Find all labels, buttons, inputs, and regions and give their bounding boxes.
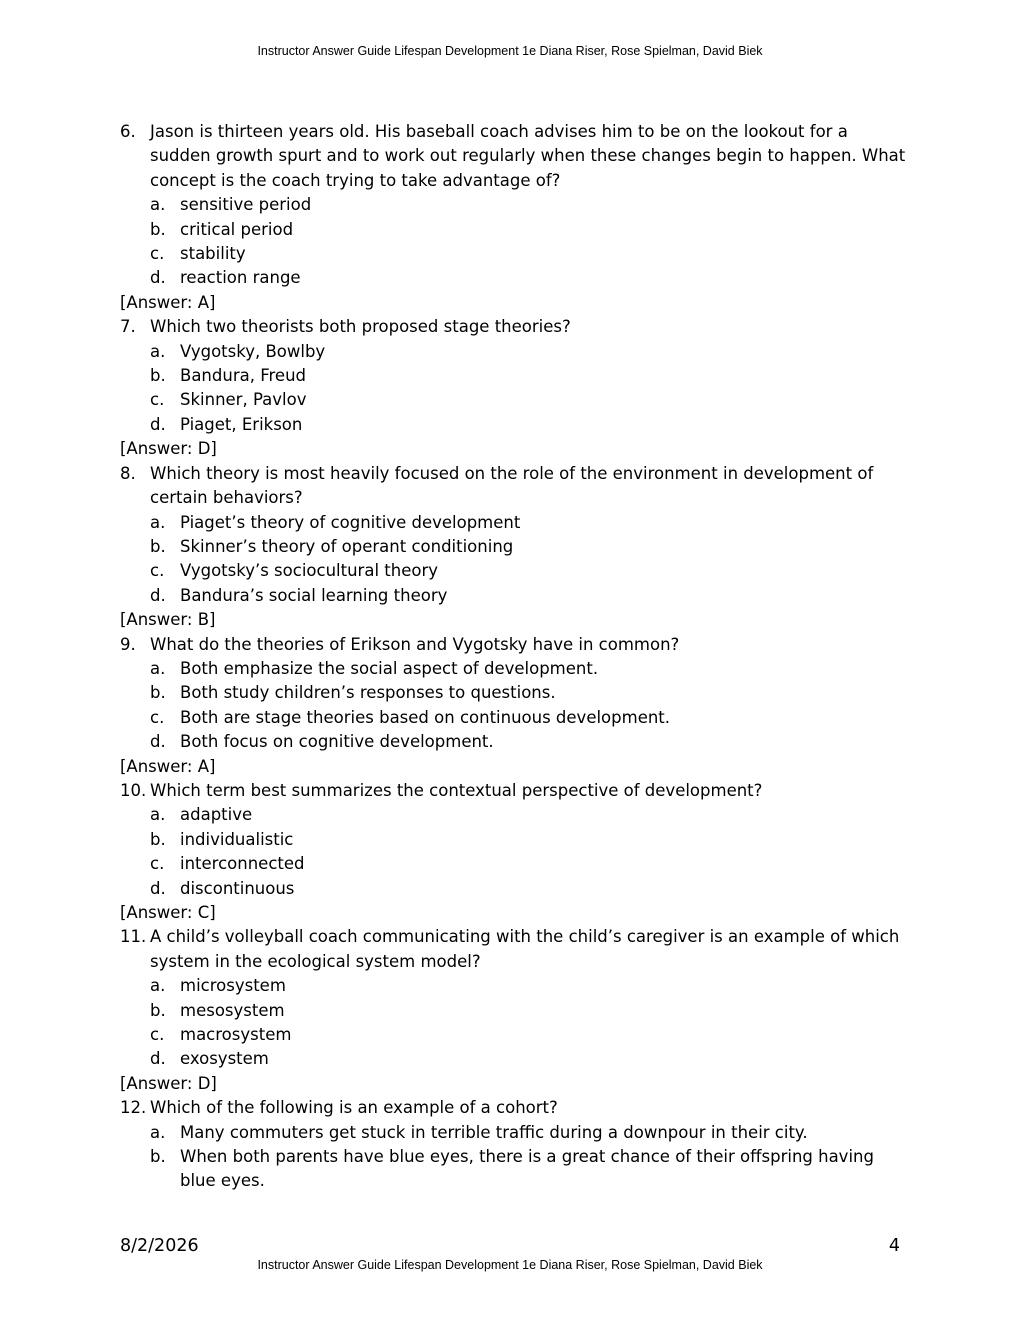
option-letter: c. [150, 244, 165, 264]
option-item [120, 511, 910, 535]
answer-key: [Answer: D] [120, 439, 217, 459]
option-text: interconnected [180, 854, 305, 874]
question [120, 779, 910, 803]
option-letter: d. [150, 414, 166, 434]
option-item [120, 584, 910, 608]
question-number: 6. [120, 122, 136, 141]
question-number: 10. [120, 780, 147, 800]
option-item [120, 877, 910, 901]
option-letter: d. [150, 732, 166, 752]
answer-key: [Answer: D] [120, 1073, 217, 1093]
question-block [120, 633, 910, 779]
option-text: microsystem [180, 976, 286, 996]
option-item [120, 730, 910, 754]
question-text: Which term best summarizes the contextual perspective of development? [150, 780, 763, 800]
question-list [120, 120, 910, 1194]
option-item [120, 681, 910, 705]
answer-key: [Answer: C] [120, 903, 216, 922]
question-block [120, 120, 910, 315]
option-list [120, 1121, 910, 1194]
option-letter: d. [150, 878, 166, 898]
option-letter: b. [150, 219, 166, 239]
answer-key: [Answer: B] [120, 610, 216, 630]
question-text: A child’s volleyball coach communicating with the child’s caregiver is an example of which system in the ecological system model? [150, 927, 900, 971]
option-letter: a. [150, 195, 166, 215]
option-text: sensitive period [180, 195, 312, 215]
question [120, 315, 910, 339]
footer-date: 8/2/2026 [120, 1236, 199, 1256]
option-text: critical period [180, 219, 294, 239]
question [120, 925, 910, 974]
option-text: Vygotsky, Bowlby [180, 341, 326, 361]
question-block [120, 925, 910, 1096]
question [120, 462, 910, 511]
option-item [120, 999, 910, 1023]
option-item [120, 193, 910, 217]
option-text: exosystem [180, 1049, 269, 1069]
option-letter: b. [150, 536, 166, 556]
answer-key: [Answer: A] [120, 756, 216, 776]
question-number: 12. [120, 1098, 147, 1118]
option-letter: a. [150, 1122, 166, 1142]
option-text: mesosystem [180, 1000, 285, 1020]
option-item [120, 1145, 910, 1194]
option-item [120, 364, 910, 388]
option-list [120, 193, 910, 291]
question-text: Which of the following is an example of a cohort? [150, 1098, 558, 1118]
question-block [120, 315, 910, 461]
running-footer: Instructor Answer Guide Lifespan Development 1e Diana Riser, Rose Spielman, David Biek [257, 1258, 763, 1272]
option-item [120, 559, 910, 583]
option-letter: b. [150, 829, 166, 849]
option-text: Piaget’s theory of cognitive development [180, 512, 521, 532]
option-item [120, 266, 910, 290]
answer-key: [Answer: A] [120, 292, 216, 312]
option-text: Both emphasize the social aspect of development. [180, 658, 599, 678]
option-letter: b. [150, 366, 166, 386]
option-item [120, 1121, 910, 1145]
question-text: What do the theories of Erikson and Vygotsky have in common? [150, 634, 680, 654]
question [120, 1096, 910, 1120]
option-text: Skinner’s theory of operant conditioning [180, 536, 514, 556]
question-number: 7. [120, 317, 136, 337]
option-item [120, 218, 910, 242]
option-text: discontinuous [180, 878, 295, 898]
option-item [120, 535, 910, 559]
option-text: reaction range [180, 268, 301, 288]
option-text: macrosystem [180, 1025, 292, 1045]
option-text: Bandura’s social learning theory [180, 585, 448, 605]
question-block [120, 462, 910, 633]
option-text: stability [180, 244, 246, 264]
option-letter: c. [150, 390, 165, 410]
option-text: Skinner, Pavlov [180, 390, 307, 410]
question-text: Which two theorists both proposed stage theories? [150, 317, 571, 337]
option-list [120, 974, 910, 1072]
option-letter: a. [150, 805, 166, 825]
option-letter: c. [150, 854, 165, 874]
option-item [120, 803, 910, 827]
option-letter: a. [150, 512, 166, 532]
option-text: individualistic [180, 829, 294, 849]
option-letter: c. [150, 707, 165, 727]
option-item [120, 852, 910, 876]
option-letter: b. [150, 1147, 166, 1167]
option-item [120, 388, 910, 412]
option-item [120, 1047, 910, 1071]
question [120, 120, 910, 193]
option-text: Vygotsky’s sociocultural theory [180, 561, 438, 581]
option-list [120, 340, 910, 438]
option-letter: d. [150, 1049, 166, 1069]
option-item [120, 340, 910, 364]
option-text: adaptive [180, 805, 253, 825]
option-letter: a. [150, 658, 166, 678]
option-text: Bandura, Freud [180, 366, 306, 386]
option-text: Piaget, Erikson [180, 414, 303, 434]
running-header: Instructor Answer Guide Lifespan Development 1e Diana Riser, Rose Spielman, David Biek [257, 44, 763, 58]
question [120, 633, 910, 657]
option-item [120, 974, 910, 998]
question-text: Which theory is most heavily focused on the role of the environment in development of certain behaviors? [150, 463, 874, 508]
option-letter: d. [150, 268, 166, 288]
option-list [120, 511, 910, 609]
option-text: Both are stage theories based on continuous development. [180, 707, 671, 727]
option-text: Many commuters get stuck in terrible traffic during a downpour in their city. [180, 1122, 808, 1142]
option-list [120, 657, 910, 755]
option-letter: c. [150, 561, 165, 581]
question-block [120, 1096, 910, 1194]
option-item [120, 242, 910, 266]
question-block [120, 779, 910, 925]
option-item [120, 706, 910, 730]
option-list [120, 803, 910, 901]
option-text: Both focus on cognitive development. [180, 732, 494, 752]
option-item [120, 657, 910, 681]
option-item [120, 1023, 910, 1047]
option-letter: b. [150, 683, 166, 703]
option-item [120, 828, 910, 852]
question-number: 8. [120, 463, 136, 483]
option-letter: b. [150, 1000, 166, 1020]
option-text: When both parents have blue eyes, there is a great chance of their offspring having blue eyes. [180, 1147, 874, 1191]
option-letter: d. [150, 585, 166, 605]
question-number: 11. [120, 927, 147, 947]
option-text: Both study children’s responses to questions. [180, 683, 556, 703]
option-item [120, 413, 910, 437]
page-number: 4 [888, 1236, 900, 1256]
option-letter: a. [150, 341, 166, 361]
question-text: Jason is thirteen years old. His baseball coach advises him to be on the lookout for a sudden growth spurt and to work out regularly when these changes begin to happen. What concept is the coach trying to take advantage of? [150, 122, 906, 190]
option-letter: a. [150, 976, 166, 996]
option-letter: c. [150, 1025, 165, 1045]
question-number: 9. [120, 634, 136, 654]
